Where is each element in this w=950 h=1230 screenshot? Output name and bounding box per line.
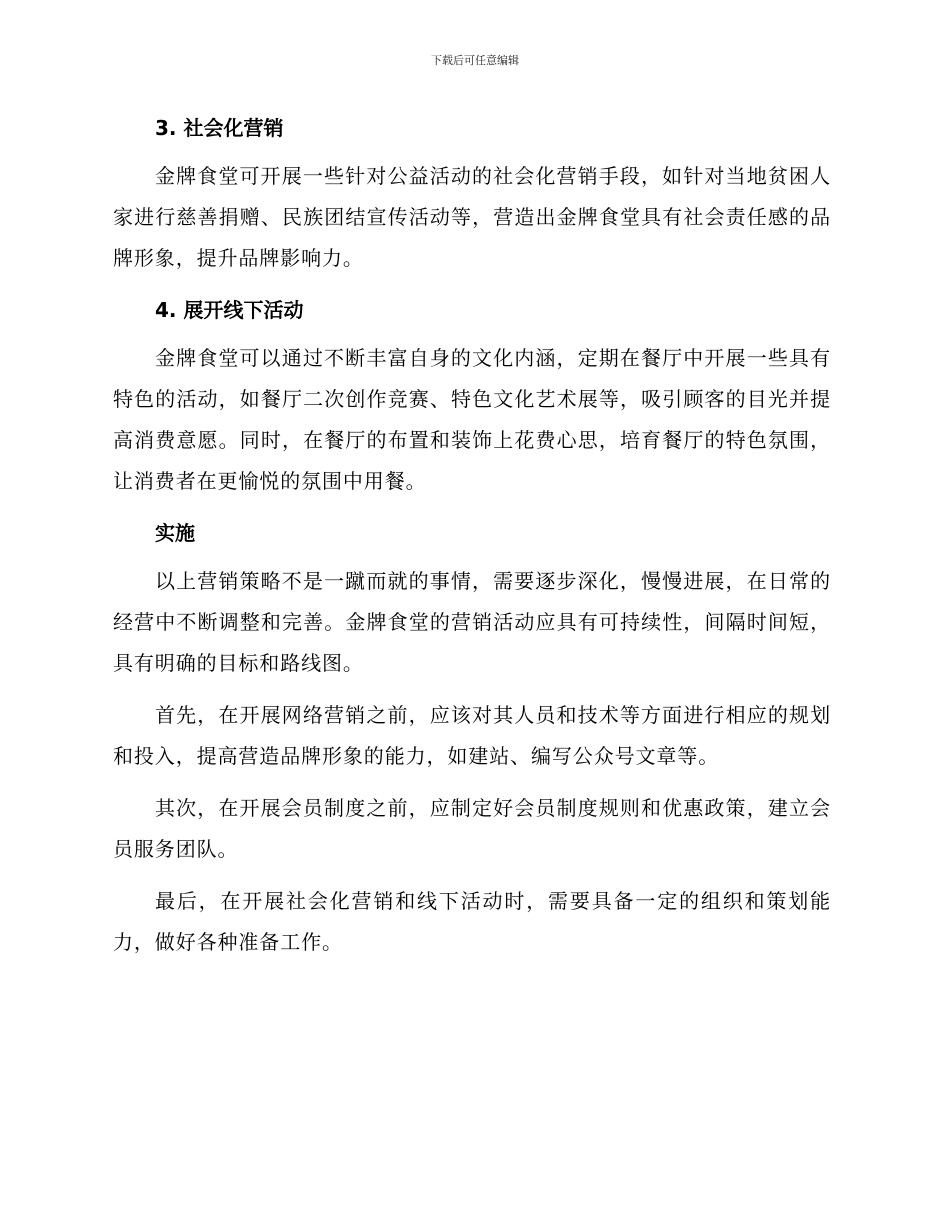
document-body [113,108,831,963]
paragraph: 最后，在开展社会化营销和线下活动时，需要具备一定的组织和策划能力，做好各种准备工作。 [113,889,831,954]
section-heading-implementation: 实施 [155,521,195,545]
paragraph: 首先，在开展网络营销之前，应该对其人员和技术等方面进行相应的规划和投入，提高营造品牌形象的能力，如建站、编写公众号文章等。 [113,703,831,768]
paragraph: 金牌食堂可开展一些针对公益活动的社会化营销手段，如针对当地贫困人家进行慈善捐赠、民族团结宣传活动等，营造出金牌食堂具有社会责任感的品牌形象，提升品牌影响力。 [113,164,831,270]
paragraph: 金牌食堂可以通过不断丰富自身的文化内涵，定期在餐厅中开展一些具有特色的活动，如餐厅二次创作竞赛、特色文化艺术展等，吸引顾客的目光并提高消费意愿。同时，在餐厅的布置和装饰上花费心思，培育餐厅的特色氛围，让消费者在更愉悦的氛围中用餐。 [113,346,831,493]
section-heading-offline-activities: 4. 展开线下活动 [155,298,304,322]
paragraph: 以上营销策略不是一蹴而就的事情，需要逐步深化，慢慢进展，在日常的经营中不断调整和完善。金牌食堂的营销活动应具有可持续性，间隔时间短，具有明确的目标和路线图。 [113,569,831,675]
page-header: 下载后可任意编辑 [431,54,519,67]
paragraph: 其次，在开展会员制度之前，应制定好会员制度规则和优惠政策，建立会员服务团队。 [113,796,831,861]
section-heading-social-marketing: 3. 社会化营销 [155,116,284,140]
